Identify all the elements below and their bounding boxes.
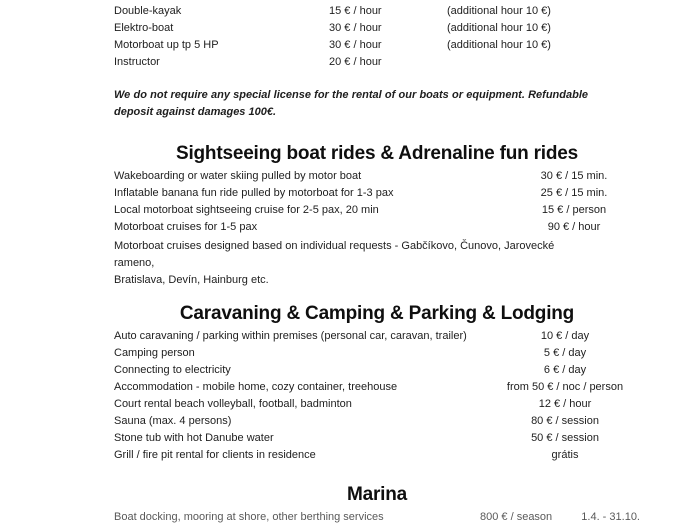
caravaning-section-heading: Caravaning & Camping & Parking & Lodging <box>179 303 575 324</box>
item-price: 90 € / hour <box>547 221 601 233</box>
price-row <box>114 20 640 37</box>
item-price: 20 € / hour <box>329 56 382 68</box>
sightseeing-section <box>114 168 640 289</box>
item-price: 30 € / hour <box>329 39 382 51</box>
price-row <box>114 54 640 71</box>
item-label: Motorboat cruises for 1-5 pax <box>114 221 258 233</box>
price-row <box>114 362 640 379</box>
item-price: 30 € / 15 min. <box>540 170 608 182</box>
price-list-content <box>114 0 640 526</box>
item-price: 50 € / session <box>531 432 599 444</box>
item-label: Inflatable banana fun ride pulled by motorboat for 1-3 pax <box>114 187 394 199</box>
note-line: Bratislava, Devín, Hainburg etc. <box>114 274 269 286</box>
price-row-clipped <box>114 509 640 526</box>
item-label: Motorboat up tp 5 HP <box>114 39 219 51</box>
item-note: (additional hour 10 €) <box>447 22 551 34</box>
item-season-note: 1.4. - 31.10. <box>581 511 640 523</box>
item-label: Boat docking, mooring at shore, other berthing services <box>114 511 384 523</box>
price-row <box>114 413 640 430</box>
item-label: Camping person <box>114 347 195 359</box>
item-label: Grill / fire pit rental for clients in residence <box>114 449 316 461</box>
item-price: from 50 € / noc / person <box>506 381 624 393</box>
price-row <box>114 379 640 396</box>
price-row <box>114 37 640 54</box>
sightseeing-section-heading: Sightseeing boat rides & Adrenaline fun rides <box>175 143 579 164</box>
item-label: Auto caravaning / parking within premises (personal car, caravan, trailer) <box>114 330 467 342</box>
marina-section-heading: Marina <box>346 484 408 505</box>
item-label: Wakeboarding or water skiing pulled by motor boat <box>114 170 362 182</box>
item-note <box>447 54 640 71</box>
price-row <box>114 345 640 362</box>
item-label: Sauna (max. 4 persons) <box>114 415 232 427</box>
item-price: 5 € / day <box>543 347 587 359</box>
item-price: 30 € / hour <box>329 22 382 34</box>
item-price: 12 € / hour <box>538 398 592 410</box>
price-row <box>114 185 640 202</box>
item-price: 15 € / person <box>541 204 607 216</box>
item-price: 10 € / day <box>540 330 590 342</box>
item-price: grátis <box>551 449 579 461</box>
item-label: Instructor <box>114 56 160 68</box>
item-label: Court rental beach volleyball, football, badminton <box>114 398 352 410</box>
caravaning-section <box>114 328 640 464</box>
item-price: 25 € / 15 min. <box>540 187 608 199</box>
disclaimer-line: deposit against damages 100€. <box>114 106 277 118</box>
price-row <box>114 168 640 185</box>
item-price: 80 € / session <box>531 415 599 427</box>
price-row <box>114 447 640 464</box>
item-price: 800 € / season <box>480 511 553 523</box>
item-label: Connecting to electricity <box>114 364 231 376</box>
item-label: Elektro-boat <box>114 22 174 34</box>
item-note: (additional hour 10 €) <box>447 39 551 51</box>
price-row <box>114 219 640 236</box>
price-row <box>114 328 640 345</box>
item-price: 15 € / hour <box>329 5 382 17</box>
price-row <box>114 202 640 219</box>
custom-cruises-note <box>114 238 596 289</box>
item-label: Stone tub with hot Danube water <box>114 432 274 444</box>
item-price: 6 € / day <box>543 364 587 376</box>
license-disclaimer <box>114 87 588 121</box>
item-label: Accommodation - mobile home, cozy container, treehouse <box>114 381 398 393</box>
disclaimer-line: We do not require any special license for the rental of our boats or equipment. Refundable <box>114 89 588 101</box>
item-label: Double-kayak <box>114 5 182 17</box>
item-label: Local motorboat sightseeing cruise for 2-5 pax, 20 min <box>114 204 379 216</box>
item-price-group <box>480 509 640 526</box>
price-row <box>114 430 640 447</box>
note-line: Motorboat cruises designed based on individual requests - Gabčíkovo, Čunovo, Jarovecké rameno, <box>114 240 555 269</box>
price-row <box>114 3 640 20</box>
boat-rental-section <box>114 3 640 121</box>
price-row <box>114 396 640 413</box>
item-note: (additional hour 10 €) <box>447 5 551 17</box>
